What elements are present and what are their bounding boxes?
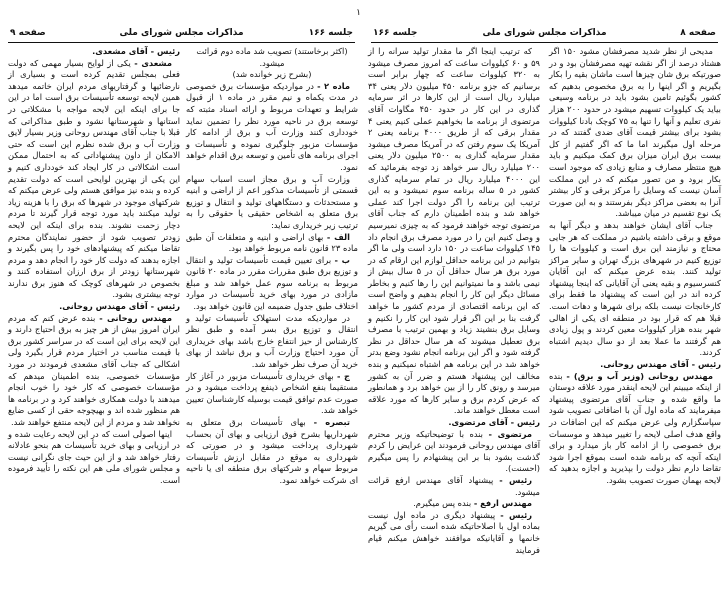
page-number: صفحه ۸ xyxy=(680,28,716,38)
paragraph-text: وزارت آب و برق مجاز است اسباب سهام قسمتی از تأسیسات مذکور اعم از اراضی و ابنیه و مستحدثات و دستگاههای تولید و انتقال و توزیع برق متعلق به اشخاص حقیقی یا حقوقی را به ترتیب زیر خریداری نماید: xyxy=(186,173,358,230)
speaker-name: رئیس - xyxy=(500,509,532,520)
paragraph xyxy=(8,313,180,429)
paragraph-text: که ترتیب اینجا اگر ما مقدار تولید سرانه را از ۵۹ و ۶۰ کیلووات ساعت که امروز مصرف میشود به ۳۲۰ کیلووات ساعت که چهار برابر است برسانیم که جزو برنامه ۴۵۰ میلیون دلار یعنی ۳۴ میلیارد ریال است از این کارها در اثر سرمایه گذاری در این کار در حدود ۴۵۰ مگاوات آقای مرتضوی از برنامه ما بخواهیم عملی کنیم یعنی ۴ مقدار برقی که از طریق ۴۰۰۰ برنامه یعنی ۲ آمریکا یک سوم رفتن که در آمریکا مصرف میشود مقدار سرمایه گذاری به ۲۵۰۰ میلیون دلار یعنی ۲۰۰ میلیارد ریال سر خواهد زد توجه بفرمائید که این ۴۰۰۰ میلیارد ریال در تمام سرمایه گذاری کشور در ۵ ساله برنامه سوم نمیشود و به این ترتیب این برنامه را اگر دولت اجرا کند عملی خواهد شد و بنده اطمینان دارم که جناب آقای مرتضوی توجه خواهند فرمود که به چیزی نمیرسیم و وصل کنیم این را در مورد مصرف برق انجام داد ۱۴۵ کیلووات ساعت در ۱۵۰ دارد است ولی ما اگر بتوانیم در این برنامه حداقل لوازم این ارقام که در مورد برق هر سال حداقل آن در ۵ سال بیش از نیمی باشد و ما نمیتوانیم این را رها کنیم و بخاطر مسائل دیگر این کار را انجام بدهیم و واضح است که این برنامه اقتصادی از مردم کشور ما خواهد گرفت بنا بر این اگر قرار شود این کار را نکنیم و وسایل برق بنشیند زیاد و بهمین ترتیب با مصرف برق تعطیل میشوند که هر سال حداقل در نظر گرفته شود و اگر این برنامه انجام نشود وضع بدتر خواهد شد در این برنامه هم اشتباه نمیکنیم و بنده مخالف این پیشنهاد هستم و ضرر آن به کشور میرسد و رونق کار را از بین خواهد برد و همانطور که عرض کردم برق و سایر کارها که مورد علاقه است معطل خواهند ماند. xyxy=(368,46,541,416)
paragraph xyxy=(8,429,180,487)
paragraph-text: مدیحی از نظر شدید مصرفشان مشود ۱۵۰ اگر هشتاد درصد از اگر نقشه تهیه مصرفشان بود و در صورتیکه برق شان چیزها است ماشان بقیه را بکار بگیریم و اگر اینها را به برق مخصوص بدهیم که کشور بگوئیم تامین بشود باید در برنامه وسیعی بیاید یک کیلووات تسهیم میشود در حدود ۲۰۰ هزار نفری تعلیم و آنها را تنها به ۷۵ کوچک بادنا کیلووات بشود برای بیشتر قیمت آقای ضدی گفتند که در مرحله اول میگیرند اما ما که اگر گفتیم از کل بیست برق ایران میزان برق کمک میکنیم و باید هیچ منتظر مصارف و منابع زیادی که موجود است بکار برود و من تصور میکنم که در این مملکت آسان نیست که وسایل را مرکز برقی و کار بیشتر آنرا به بعضی مراکز دیگر بفرستند و به این صورت یک نوع تقسیم در میان میباشد. xyxy=(549,46,721,219)
paragraph xyxy=(186,81,358,174)
speaker-name: مشعدی - xyxy=(134,57,172,68)
paragraph xyxy=(368,46,540,417)
paragraph-text: رئیس - آقای مهندس روحانی. xyxy=(600,359,721,370)
speaker-name: ب - xyxy=(334,254,350,265)
paragraph xyxy=(186,371,358,417)
speaker-name: مهندس ارفع - xyxy=(473,498,532,509)
paragraph-text: بنده عرض کنم که مردم ایران امروز بیش از هر چیز به برق احتیاج دارند و این لایحه برای این است که در سراسر کشور برق با قیمت مناسب در اختیار مردم قرار بگیرد ولی اشکالی که جناب آقای مشعدی فرمودند در مورد مؤسسات خصوصی، بنده اطمینان میدهم که مؤسسات خصوصی که کار خود را خوب انجام میدهند با دولت همکاری خواهند کرد و در برنامه ها هم منظور شده اند و بهیچوجه حقی از کسی ضایع نخواهد شد و مردم از این لایحه منتفع خواهند شد. xyxy=(8,312,180,427)
paragraph xyxy=(8,58,180,301)
text-column xyxy=(549,46,721,487)
paragraph xyxy=(186,313,358,371)
speaker-heading xyxy=(368,417,540,429)
speaker-heading xyxy=(8,301,180,313)
right-page-header xyxy=(371,28,718,43)
left-page-header xyxy=(8,28,355,43)
page-number: صفحه ۹ xyxy=(10,28,46,38)
paragraph-text: اینها اصولی است که در این لایحه رعایت شده و در ارزیابی و بهای خرید تأسیسات هم بنحو عادلانه رفتار خواهد شد و از این حیث جای نگرانی نیست و مجلس شورای ملی هم این نکته را تأیید فرموده است. xyxy=(8,428,180,485)
paragraph-text: برای تعیین قیمت تأسیسات تولید و انتقال و توزیع برق طبق مقررات مقرر در ماده ۲۰ قانون مربوط به برنامه سوم عمل خواهد شد و مبلغ مازادی در مورد بهای خرید تأسیسات در موارد اختلاف طبق جدول ضمیمه این قانون خواهد بود. xyxy=(186,254,358,312)
text-column xyxy=(8,46,180,487)
paragraph-text: رئیس - آقای مرتضوی. xyxy=(448,417,540,427)
paragraph xyxy=(186,232,358,255)
session-number: جلسه ۱۶۶ xyxy=(373,28,418,38)
paragraph xyxy=(186,417,358,487)
text-column xyxy=(368,46,540,556)
speaker-name: ماده ۲ - xyxy=(317,80,350,91)
paragraph-text: یکی از لوایح بسیار مهمی که دولت فعلی بمجلس تقدیم کرده است و بسیاری از نارضائیها و گرفتاریهای مردم ایران خاتمه میدهد همین لایحه توسعه تأسیسات برق است اما در این جا برای اینکه این لایحه مواجه با مشکلاتی در استانها و شهرستانها نشود و طبق مذاکراتی که قبلا با جناب آقای مهندس روحانی وزیر بسیار لایق وزارت آب و برق شده نظرم این است که حتی الامکان از داون پیشنهاداتی که به احتمال ممکن است اشکالاتی در کار ایجاد کند خودداری کنیم و این یکی از بهترین لوایحی است که دولت تقدیم کرده و بنده نیز موافق هستم ولی عرض میکنم که شرکتهای موجود در شهرها که برق را با هزینه زیاد تولید میکنند باید مورد توجه قرار گیرند تا مردم دچار زحمت نشوند. بنده برای اینکه این لایحه زودتر تصویب شود از حضور نمایندگان محترم تقاضا میکنم که پیشنهادهای خود را پس بگیرند و اجازه بدهند که دولت کار خود را انجام دهد و مردم شهرستانها زودتر از برق ارزان استفاده کنند و بخصوص در شهرهای کوچک که هنوز برق ندارند توجه بیشتری بشود. xyxy=(8,57,180,300)
running-title: مذاکرات مجلس شورای ملی xyxy=(482,28,607,38)
paragraph-text: (اکثر برخاستند) تصویب شد ماده دوم قرائت میشود. xyxy=(196,46,348,68)
paragraph xyxy=(186,174,358,232)
paragraph-text: پیشنهاد آقای مهندس ارفع قرائت میشود. xyxy=(368,474,540,497)
paragraph-text: در مواردیکه مدت استهلاک تأسیسات تولید و انتقال و توزیع برق بسر آمده و طبق نظر کارشناس از حیز انتفاع خارج باشد بهای خریداری آن مورد احتیاج وزارت آب و برق نباشد از بهای خرید آن صرف نظر خواهد شد. xyxy=(186,312,358,370)
session-number: جلسه ۱۶۶ xyxy=(308,28,353,38)
paragraph-text: بهای تأسیسات برق متعلق به شهرداریها بشرح فوق ارزیابی و بهای آن بحساب شهرداری پرداخت میشود و در صورتی که شهرداری به موقع در مقابل ارزش تأسیسات مربوط سهام و شرکتهای برق منطقه ای یا ناحیه ای شرکت خواهد نمود. xyxy=(186,417,358,485)
paragraph xyxy=(368,429,540,475)
paragraph xyxy=(549,220,721,359)
speaker-name: مرتضوی - xyxy=(488,428,533,439)
paragraph xyxy=(368,475,540,498)
paragraph xyxy=(549,371,721,487)
centered-note xyxy=(186,46,358,69)
right-page xyxy=(363,0,726,600)
paragraph-text: پیشنهاد دیگری در ماده اول نیست بماده اول با اصلاحاتیکه شده است رأی می گیریم خانمها و آقایانیکه موافقند خواهش میکنم قیام فرمایند xyxy=(368,509,540,555)
paragraph-text: رئیس - آقای مهندس روحانی. xyxy=(59,301,180,312)
paragraph-text: بنده با توضیحاتیکه وزیر محترم آقای مهندس روحانی فرمودند این عرایض را کردم گذشت بشود بنا بر این پیشنهادم را پس میگیرم (احسنت). xyxy=(368,428,540,474)
speaker-name: ج - xyxy=(336,370,350,381)
running-title: مذاکرات مجلس شورای ملی xyxy=(119,28,244,38)
paragraph-text: بنده پس میگیرم. xyxy=(413,498,474,509)
paragraph-text: (بشرح زیر خوانده شد) xyxy=(232,69,312,80)
paragraph-text: بهای خریداری تأسیسات مزبور در آغاز کار مستقیما بنفع اشخاص ذینفع پرداخت میشود و در صورت عدم توافق قیمت بوسیله کارشناسان تعیین خواهد شد. xyxy=(186,370,358,416)
speaker-name: تبصره - xyxy=(313,417,351,427)
speaker-heading xyxy=(8,46,180,58)
page-top-mark: ۱ xyxy=(356,8,361,18)
centered-note xyxy=(186,69,358,81)
paragraph-text: در مواردیکه مؤسسات برق خصوصی در مدت یکماه و نیم مقرر در ماده ۱ از قبول شرایط و تعهدات مربوط و ارائه اسناد مثبته که توسعه برق در ناحیه مورد نظر را تضمین نماید خودداری کنند وزارت آب و برق از ادامه کار مؤسسات مزبور جلوگیری نموده و تأسیسات و اجرای برنامه های تأمین و توسعه برق اقدام خواهد نمود. xyxy=(186,80,358,172)
paragraph-text: بهای اراضی و ابنیه و متعلقات آن طبق ماده ۲۳ قانون نامه مربوط خواهد بود. xyxy=(186,231,358,254)
paragraph xyxy=(368,498,540,510)
speaker-name: رئیس - xyxy=(499,474,532,485)
speaker-name: مهندس روحانی (وزیر آب و برق) - xyxy=(566,370,714,381)
paragraph xyxy=(368,510,540,556)
paragraph-text: رئیس - آقای مشعدی. xyxy=(92,46,180,56)
speaker-name: مهندس روحانی - xyxy=(99,312,172,323)
paragraph xyxy=(186,255,358,313)
paragraph xyxy=(549,46,721,220)
paragraph-text: بنده از اینکه میبینم این لایحه اینقدر مورد علاقه دوستان ما واقع شده و جناب آقای مرتضوی پیشنهاد میفرمایند که ماده اول آن با اضافاتی تصویب شود سپاسگزارم ولی عرض میکنم که این اضافات در واقع هدف اصلی لایحه را تغییر میدهد و موسسات برق خصوصی را از ادامه کار باز میدارد و برای اینکه آنچه که برنامه شده است بموقع اجرا شود تقاضا دارم نظر دولت را بپذیرید و اجازه بدهید که لایحه بهمان صورت تصویب بشود. xyxy=(549,370,721,485)
speaker-heading xyxy=(549,359,721,371)
paragraph-text: جناب آقای ایشان خواهند بدهد و دیگر آنها به موقع و برقی داشته باشیم در مملکت که هر جایی محتاج و نیازمند این برق است و کیلووات ها را توزیع کنیم در شهرهای بزرگ تهران و سایر مراکز تولید کنند. بنده عرض میکنم که این آقایان کنسرسیوم و بقیه یعنی آن آقایانی که اینجا پیشنهاد کرده اند در این است که پیشنهاد ما فقط برای کارخانجات نیست بلکه برای شهرها و دهات است. قبلا هم که قرار بود در منطقه ای یکی از اهالی شهر بنده هزار کیلووات معین کردند و پول زیادی هم گرفتند ما عملا بعد از دو سال دیدیم اشتباه کردند. xyxy=(549,219,721,358)
text-column xyxy=(186,46,358,487)
speaker-name: الف - xyxy=(326,231,350,242)
